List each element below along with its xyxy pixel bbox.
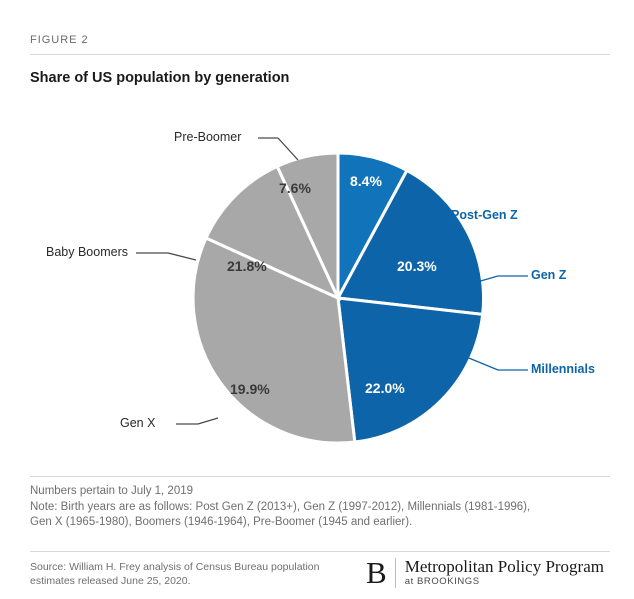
brookings-b-icon: B: [366, 558, 396, 588]
pie-value-millennials: 22.0%: [365, 380, 405, 396]
pie-label-post-gen-z: Post-Gen Z: [451, 208, 518, 222]
brookings-org-name: at BROOKINGS: [404, 576, 480, 587]
pie-label-pre-boomer: Pre-Boomer: [174, 130, 242, 144]
chart-title: Share of US population by generation: [30, 70, 290, 86]
pie-value-pre-boomer: 7.6%: [279, 180, 311, 196]
figure-notes: [30, 484, 605, 531]
pie-value-gen-z: 20.3%: [397, 258, 437, 274]
pie-label-baby-boomers: Baby Boomers: [46, 245, 128, 259]
figure-source: [30, 560, 360, 588]
pie-label-gen-z: Gen Z: [531, 268, 567, 282]
pie-slice-millennials[interactable]: [338, 298, 483, 442]
notes-line-1: Numbers pertain to July 1, 2019: [30, 485, 194, 497]
leader-pre-boomer: [278, 138, 298, 160]
notes-line-2: Note: Birth years are as follows: Post Gen Z (2013+), Gen Z (1997-2012), Millennials (1981-1996),: [30, 500, 531, 513]
pie-value-post-gen-z: 8.4%: [350, 173, 382, 189]
leader-baby-boomers: [168, 253, 196, 260]
pie-label-gen-x: Gen X: [120, 416, 156, 430]
pie-value-baby-boomers: 21.8%: [227, 258, 267, 274]
figure-card: [8, 8, 626, 591]
pie-chart: [8, 98, 626, 468]
pie-value-gen-x: 19.9%: [230, 381, 270, 397]
divider-top: [30, 54, 610, 55]
divider-bottom: [30, 551, 610, 552]
brookings-program-name: Metropolitan Policy Program: [404, 557, 604, 576]
source-line-2: estimates released June 25, 2020.: [30, 575, 191, 587]
source-line-1: Source: William H. Frey analysis of Census Bureau population: [30, 561, 320, 573]
pie-label-millennials: Millennials: [531, 362, 595, 376]
divider-middle: [30, 476, 610, 477]
brookings-logo: [366, 554, 604, 590]
pie-chart-svg: [8, 98, 626, 468]
notes-line-3: Gen X (1965-1980), Boomers (1946-1964), Pre-Boomer (1945 and earlier).: [30, 516, 413, 528]
leader-gen-x: [198, 418, 218, 424]
figure-label: FIGURE 2: [30, 34, 89, 46]
